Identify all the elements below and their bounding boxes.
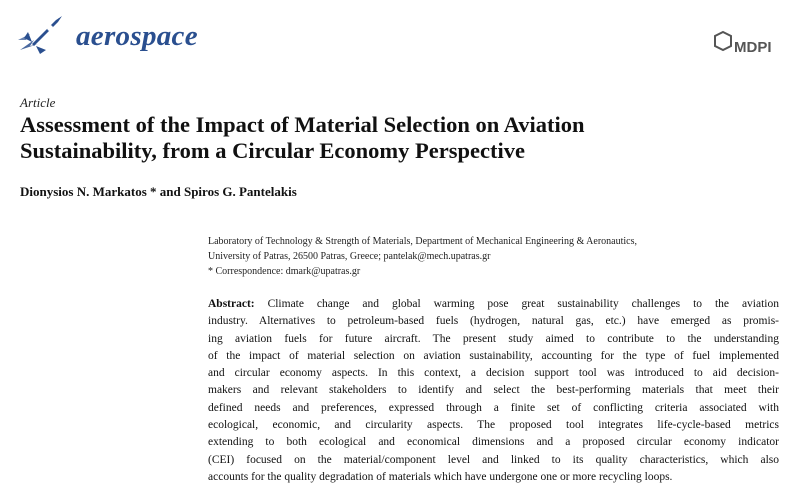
title-line: Sustainability, from a Circular Economy Perspective [20, 138, 525, 163]
journal-name: aerospace [76, 20, 198, 52]
abstract-line: ing aviation fuels for future aircraft. The present study aimed to contribute to the understanding [208, 332, 779, 345]
title-line: Assessment of the Impact of Material Selection on Aviation [20, 112, 585, 137]
abstract-line: and circular economy aspects. In this context, a decision support tool was introduced to aid decision- [208, 367, 779, 380]
affiliation-line: Laboratory of Technology & Strength of Materials, Department of Mechanical Engineering & Aeronautics, [208, 236, 637, 247]
article-type: Article [20, 95, 56, 110]
page-title [20, 112, 780, 164]
abstract [208, 296, 779, 486]
abstract-line: Abstract: Climate change and global warming pose great sustainability challenges to the aviation [208, 298, 779, 310]
publisher-name: MDPI [734, 39, 772, 56]
abstract-line: makers and relevant stakeholders to identify and select the best-performing materials that meet their [208, 384, 779, 397]
abstract-line: extending to both ecological and economical dimensions and a proposed circular economy indicator [208, 436, 779, 449]
abstract-line: defined needs and preferences, expressed through a finite set of conflicting criteria associated with [208, 401, 779, 414]
abstract-label: Abstract: [208, 298, 255, 310]
correspondence-line: * Correspondence: dmark@upatras.gr [208, 266, 361, 277]
abstract-line: industry. Alternatives to petroleum-based fuels (hydrogen, natural gas, etc.) have emerged as promis- [208, 315, 779, 328]
author-list: Dionysios N. Markatos * and Spiros G. Pantelakis [20, 184, 297, 199]
affiliation-line: University of Patras, 26500 Patras, Greece; pantelak@mech.upatras.gr [208, 251, 491, 262]
abstract-line: (CEI) focused on the material/component level and linked to its quality characteristics, which also [208, 453, 779, 466]
rocket-logo-icon [16, 10, 68, 62]
abstract-line: accounts for the quality degradation of materials which have undergone one or more recycling loops. [208, 470, 673, 483]
affiliation-block [208, 234, 788, 279]
journal-header [0, 0, 800, 80]
abstract-line: ecological, economic, and circularity aspects. The proposed tool integrates life-cycle-based metrics [208, 419, 779, 432]
mdpi-logo-icon [713, 30, 775, 58]
abstract-line: of the impact of material selection on aviation sustainability, accounting for the type of fuel implemented [208, 349, 779, 362]
